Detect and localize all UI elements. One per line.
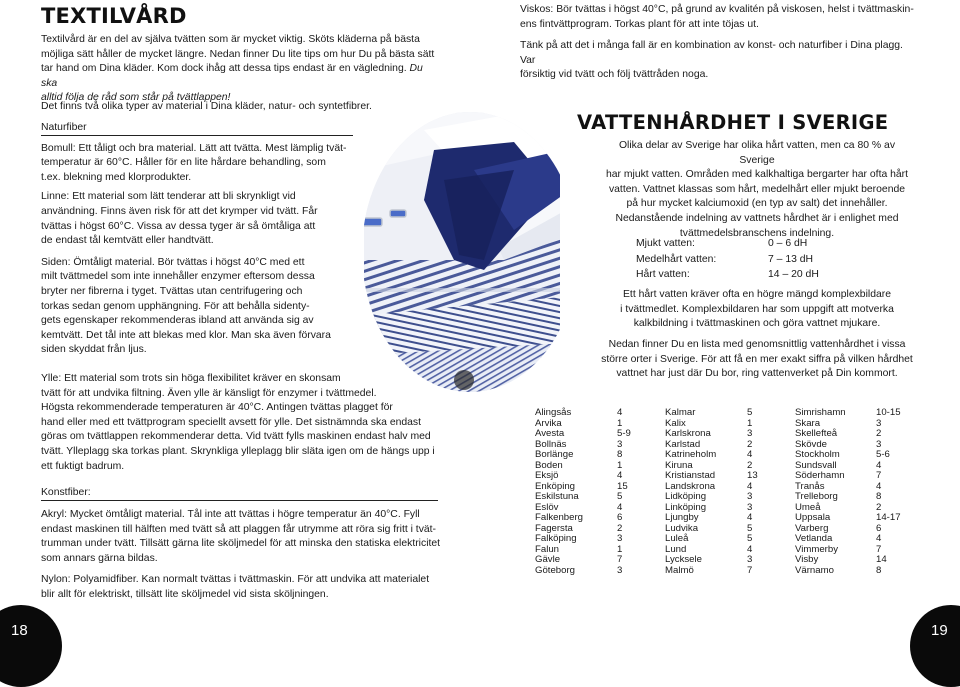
ylle-line: Ylle: Ett material som trots sin höga flexibilitet kräver en skonsam <box>41 373 341 384</box>
section-title-vattenhardhet: VATTENHÅRDHET I SVERIGE <box>577 111 889 134</box>
hardness-line: vatten. Vattnet klassas som hårt, medelhårt eller mjukt beroende <box>608 183 906 195</box>
city-row <box>665 513 795 524</box>
konstfiber-heading: Konstfiber: <box>41 487 91 498</box>
city-hardness-value: 3 <box>747 501 753 513</box>
city-hardness-value: 6 <box>617 512 623 523</box>
city-hardness-value: 4 <box>876 533 882 544</box>
city-name: Trelleborg <box>795 491 838 502</box>
city-hardness-value: 1 <box>617 543 623 555</box>
city-name: Stockholm <box>795 449 840 460</box>
hardness-table <box>636 236 819 283</box>
linne-line: de endast tål kemtvätt eller handtvätt. <box>41 235 214 247</box>
city-name: Karlstad <box>665 438 701 450</box>
city-name: Falkenberg <box>535 512 583 523</box>
ylle-line: göras om tvättlappen rekommenderar detta. Vid tvätt fylls maskinen endast halv med <box>41 431 431 443</box>
city-name: Falun <box>535 543 559 555</box>
hardness-label: Mjukt vatten: <box>636 238 695 249</box>
page-number-text: 18 <box>11 622 28 639</box>
city-hardness-value: 4 <box>876 459 882 471</box>
city-name: Sundsvall <box>795 459 837 471</box>
intro-italic-start: Du ska <box>41 63 423 89</box>
hardness-line: har mjukt vatten. Områden med kalkhaltiga bergarter har ofta hårt <box>605 169 909 181</box>
city-hardness-value: 7 <box>876 543 882 555</box>
city-hardness-value: 14 <box>876 554 887 565</box>
hardness-row <box>636 236 819 252</box>
city-hardness-value: 5 <box>617 491 623 502</box>
city-name: Malmö <box>665 564 694 576</box>
city-hardness-value: 2 <box>617 522 623 534</box>
city-hardness-value: 5-6 <box>876 449 890 460</box>
hardness-value: 14 – 20 dH <box>768 269 819 280</box>
ylle-line: tvätt. Ylleplagg ska torkas plant. Skrynkliga ylleplagg blir släta igen om de hängs upp i <box>41 445 435 457</box>
tank-line: försiktig vid tvätt och följ tvättråden noga. <box>520 69 709 81</box>
siden-line: bryter ner fibrerna i tyget. Tvättas utan centrifugering och <box>41 285 303 297</box>
tank-line: Tänk på att det i många fall är en kombination av konst- och naturfiber i Dina plagg. Var <box>520 40 903 66</box>
siden-line: siden skyddat från ljus. <box>41 344 147 356</box>
city-row <box>535 429 665 440</box>
complex-line: kalkbildning i tvättmaskinen och göra vattnet mjukare. <box>633 318 881 330</box>
complex-builder-paragraph <box>596 288 918 332</box>
hardness-line: Nedanstående indelning av vattnets hårdhet är i enlighet med <box>615 212 899 224</box>
average-hardness-paragraph <box>594 338 920 382</box>
linne-block <box>41 190 381 248</box>
city-name: Boden <box>535 459 563 471</box>
city-name: Lycksele <box>665 554 702 565</box>
tank-block <box>520 39 920 83</box>
konstfiber-rule <box>41 500 438 501</box>
city-row <box>665 408 795 419</box>
city-name: Gävle <box>535 554 561 565</box>
city-hardness-value: 8 <box>617 449 623 460</box>
shirts-photo <box>364 110 560 394</box>
city-name: Kalix <box>665 417 686 429</box>
city-name: Värnamo <box>795 564 834 576</box>
hardness-value: 7 – 13 dH <box>768 253 814 265</box>
city-name: Bollnäs <box>535 438 567 450</box>
city-row <box>535 471 665 482</box>
hardness-value: 0 – 6 dH <box>768 238 808 249</box>
intro-line-italic: alltid följa de råd som står på tvättlappen! <box>41 92 231 104</box>
siden-line: Siden: Ömtåligt material. Bör tvättas i högst 40°C med ett <box>41 256 305 268</box>
hardness-intro <box>600 139 914 241</box>
nylon-block <box>41 573 461 602</box>
city-hardness-value: 4 <box>617 501 623 513</box>
intro-line <box>41 62 441 91</box>
intro-line-text: tar hand om Dina kläder. Kom dock ihåg att dessa tips endast är en vägledning. <box>41 63 407 75</box>
city-name: Lund <box>665 543 687 555</box>
siden-block <box>41 256 381 358</box>
city-hardness-value: 3 <box>747 428 753 439</box>
city-hardness-value: 7 <box>876 470 882 481</box>
city-row <box>665 492 795 503</box>
city-name: Karlskrona <box>665 428 711 439</box>
city-name: Linköping <box>665 501 707 513</box>
ylle-line: tvätt för att undvika filtning. Även ylle är känsligt för enzymer i tvättmedel. <box>41 387 377 399</box>
average-line: vattnet har just där Du bor, ring vattenverket på Din kommort. <box>616 368 898 380</box>
bomull-block <box>41 142 381 186</box>
city-hardness-value: 3 <box>747 554 753 565</box>
akryl-line: endast maskinen till hälften med tvätt så att plaggen får utrymme att röra sig fritt i tvät- <box>41 523 437 535</box>
city-row <box>795 429 916 440</box>
city-hardness-value: 5 <box>747 533 753 544</box>
nylon-line: Nylon: Polyamidfiber. Kan normalt tvättas i tvättmaskin. För att undvika att materialet <box>41 574 430 586</box>
city-name: Kalmar <box>665 407 696 418</box>
city-name: Skövde <box>795 438 827 450</box>
city-name: Söderhamn <box>795 470 845 481</box>
viskos-line: ens fintvättprogram. Torkas plant för att inte töjas ut. <box>520 18 759 30</box>
city-hardness-value: 4 <box>747 543 753 555</box>
city-name: Landskrona <box>665 480 716 492</box>
naturfiber-rule <box>41 135 353 136</box>
linne-line: tvättas i högst 60°C. Vissa av dessa tyger är så ömtåliga att <box>41 220 316 232</box>
hardness-line: på hur mycket kalciumoxid (en typ av salt) det innehåller. <box>626 198 888 210</box>
hardness-row <box>636 267 819 283</box>
city-name: Enköping <box>535 480 576 492</box>
akryl-block <box>41 508 461 566</box>
page-number-right <box>910 605 960 687</box>
city-row <box>535 492 665 503</box>
city-name: Avesta <box>535 428 565 439</box>
konstfiber-section <box>41 487 461 603</box>
city-row <box>795 492 916 503</box>
city-hardness-value: 3 <box>876 438 882 450</box>
city-hardness-value: 14-17 <box>876 512 901 523</box>
city-row <box>535 513 665 524</box>
city-hardness-value: 4 <box>876 480 882 492</box>
city-hardness-value: 3 <box>617 564 623 576</box>
city-name: Luleå <box>665 533 689 544</box>
city-row <box>535 450 665 461</box>
average-line: större orter i Sverige. För att få en mer exakt siffra på vilken hårdhet <box>601 353 913 365</box>
city-name: Skellefteå <box>795 428 838 439</box>
city-hardness-value: 10-15 <box>876 407 901 418</box>
linne-line: användning. Finns även risk för att det krymper vid tvätt. Får <box>41 205 318 217</box>
city-row <box>795 555 916 566</box>
city-name: Kristianstad <box>665 470 716 481</box>
city-name: Ludvika <box>665 522 699 534</box>
linne-line: Linne: Ett material som lätt tenderar att bli skrynkligt vid <box>41 191 296 203</box>
hardness-label: Hårt vatten: <box>636 269 690 280</box>
hardness-row <box>636 252 819 268</box>
city-name: Uppsala <box>795 512 831 523</box>
bomull-line: t.ex. blekning med klorprodukter. <box>41 171 192 183</box>
city-row <box>795 534 916 545</box>
siden-line: gets egenskaper rekommenderas ibland att använda sig av <box>41 315 314 327</box>
city-row <box>535 566 665 577</box>
material-types <box>41 100 381 358</box>
city-hardness-value: 7 <box>747 564 753 576</box>
city-hardness-value: 4 <box>617 470 623 481</box>
siden-line: torkas sedan genom upphängning. För att behålla sidenty- <box>41 300 310 312</box>
city-name: Arvika <box>535 417 562 429</box>
viskos-block <box>520 3 920 32</box>
city-hardness-value: 2 <box>747 459 753 471</box>
city-row <box>665 429 795 440</box>
city-hardness-value: 8 <box>876 491 882 502</box>
city-hardness-table <box>535 408 916 576</box>
city-row <box>795 450 916 461</box>
city-name: Katrineholm <box>665 449 717 460</box>
city-hardness-value: 2 <box>876 501 882 513</box>
city-name: Kiruna <box>665 459 693 471</box>
akryl-line: trumman under tvätt. Tillsätt gärna lite sköljmedel för att minska den statiska elektricitet <box>41 538 441 550</box>
bomull-line: temperatur är 60°C. Håller för en lite hårdare behandling, som <box>41 157 326 169</box>
akryl-line: Akryl: Mycket ömtåligt material. Tål inte att tvättas i högre temperatur än 40°C. Fyll <box>41 509 420 520</box>
city-row <box>665 450 795 461</box>
city-name: Eslöv <box>535 501 559 513</box>
city-name: Lidköping <box>665 491 707 502</box>
city-row <box>665 471 795 482</box>
city-hardness-value: 2 <box>747 438 753 450</box>
siden-line: kemtvätt. Det tål inte att blekas med klor. Man ska även förvara <box>41 329 331 341</box>
akryl-line: som annars gärna bildas. <box>41 552 158 564</box>
city-column <box>665 408 795 576</box>
city-name: Fagersta <box>535 522 573 534</box>
city-row <box>665 534 795 545</box>
ylle-line: hand eller med ett tvättprogram speciellt avsett för ylle. Det sistnämnda ska endast <box>41 416 422 428</box>
city-name: Vimmerby <box>795 543 839 555</box>
city-hardness-value: 6 <box>876 522 882 534</box>
city-hardness-value: 5 <box>747 522 753 534</box>
city-name: Skara <box>795 417 821 429</box>
city-name: Visby <box>795 554 819 565</box>
city-row <box>535 408 665 419</box>
city-row <box>665 555 795 566</box>
types-line: Det finns två olika typer av material i Dina kläder, natur- och syntetfibrer. <box>41 101 372 112</box>
city-hardness-value: 4 <box>747 480 753 492</box>
city-hardness-value: 4 <box>747 449 753 460</box>
city-hardness-value: 1 <box>747 417 753 429</box>
city-hardness-value: 4 <box>617 407 623 418</box>
hardness-label: Medelhårt vatten: <box>636 253 717 265</box>
city-row <box>795 566 916 577</box>
city-hardness-value: 2 <box>876 428 882 439</box>
intro-line: möjliga sätt håller de mycket längre. Nedan finner Du lite tips om hur Du på bästa sätt <box>41 48 435 60</box>
average-line: Nedan finner Du en lista med genomsnittlig vattenhårdhet i vissa <box>608 339 906 350</box>
ylle-block <box>41 372 461 474</box>
city-row <box>795 471 916 482</box>
intro-line: Textilvård är en del av själva tvätten som är mycket viktig. Sköts kläderna på bästa <box>41 34 420 45</box>
ylle-line: Högsta rekommenderade temperaturen är 40°C. Antingen tvättas plagget för <box>41 402 393 414</box>
city-hardness-value: 3 <box>617 533 623 544</box>
viskos-line: Viskos: Bör tvättas i högst 40°C, på grund av kvalitén på viskosen, helst i tvättmaskin- <box>520 4 914 15</box>
city-hardness-value: 7 <box>617 554 623 565</box>
intro-paragraph <box>41 33 441 106</box>
nylon-line: blir allt för elektriskt, tillsätt lite sköljmedel vid sista sköljningen. <box>41 588 329 600</box>
city-row <box>665 566 795 577</box>
city-name: Göteborg <box>535 564 576 576</box>
page-title-textilvard: TEXTILVÅRD <box>41 4 187 28</box>
city-name: Eksjö <box>535 470 559 481</box>
city-row <box>795 513 916 524</box>
city-name: Vetlanda <box>795 533 833 544</box>
city-hardness-value: 15 <box>617 480 628 492</box>
city-hardness-value: 3 <box>617 438 623 450</box>
page-number-left <box>0 605 62 687</box>
city-hardness-value: 1 <box>617 459 623 471</box>
city-name: Tranås <box>795 480 825 492</box>
city-name: Eskilstuna <box>535 491 579 502</box>
city-name: Umeå <box>795 501 821 513</box>
city-column <box>795 408 916 576</box>
city-name: Falköping <box>535 533 577 544</box>
hardness-line: tvättmedelsbranschens indelning. <box>679 227 835 239</box>
hardness-line: Olika delar av Sverige har olika hårt vatten, men ca 80 % av Sverige <box>618 140 896 166</box>
siden-line: milt tvättmedel som inte innehåller enzymer eftersom dessa <box>41 271 315 283</box>
city-hardness-value: 4 <box>747 512 753 523</box>
city-hardness-value: 5 <box>747 407 753 418</box>
ylle-line: ett fuktigt badrum. <box>41 460 125 472</box>
city-name: Borlänge <box>535 449 574 460</box>
bomull-line: Bomull: Ett tåligt och bra material. Lätt att tvätta. Mest lämplig tvät- <box>41 142 347 154</box>
city-row <box>795 408 916 419</box>
city-hardness-value: 1 <box>617 417 623 429</box>
page-number-text: 19 <box>931 622 948 639</box>
city-name: Simrishamn <box>795 407 846 418</box>
naturfiber-heading: Naturfiber <box>41 121 87 133</box>
city-name: Ljungby <box>665 512 699 523</box>
city-row <box>535 534 665 545</box>
complex-line: i tvättmedlet. Komplexbildaren har som uppgift att motverka <box>620 303 894 315</box>
city-hardness-value: 8 <box>876 564 882 576</box>
city-hardness-value: 5-9 <box>617 428 631 439</box>
city-name: Alingsås <box>535 407 572 418</box>
city-name: Varberg <box>795 522 829 534</box>
city-hardness-value: 3 <box>747 491 753 502</box>
city-row <box>535 555 665 566</box>
city-hardness-value: 13 <box>747 470 758 481</box>
complex-line: Ett hårt vatten kräver ofta en högre mängd komplexbildare <box>623 289 891 300</box>
city-column <box>535 408 665 576</box>
city-hardness-value: 3 <box>876 417 882 429</box>
